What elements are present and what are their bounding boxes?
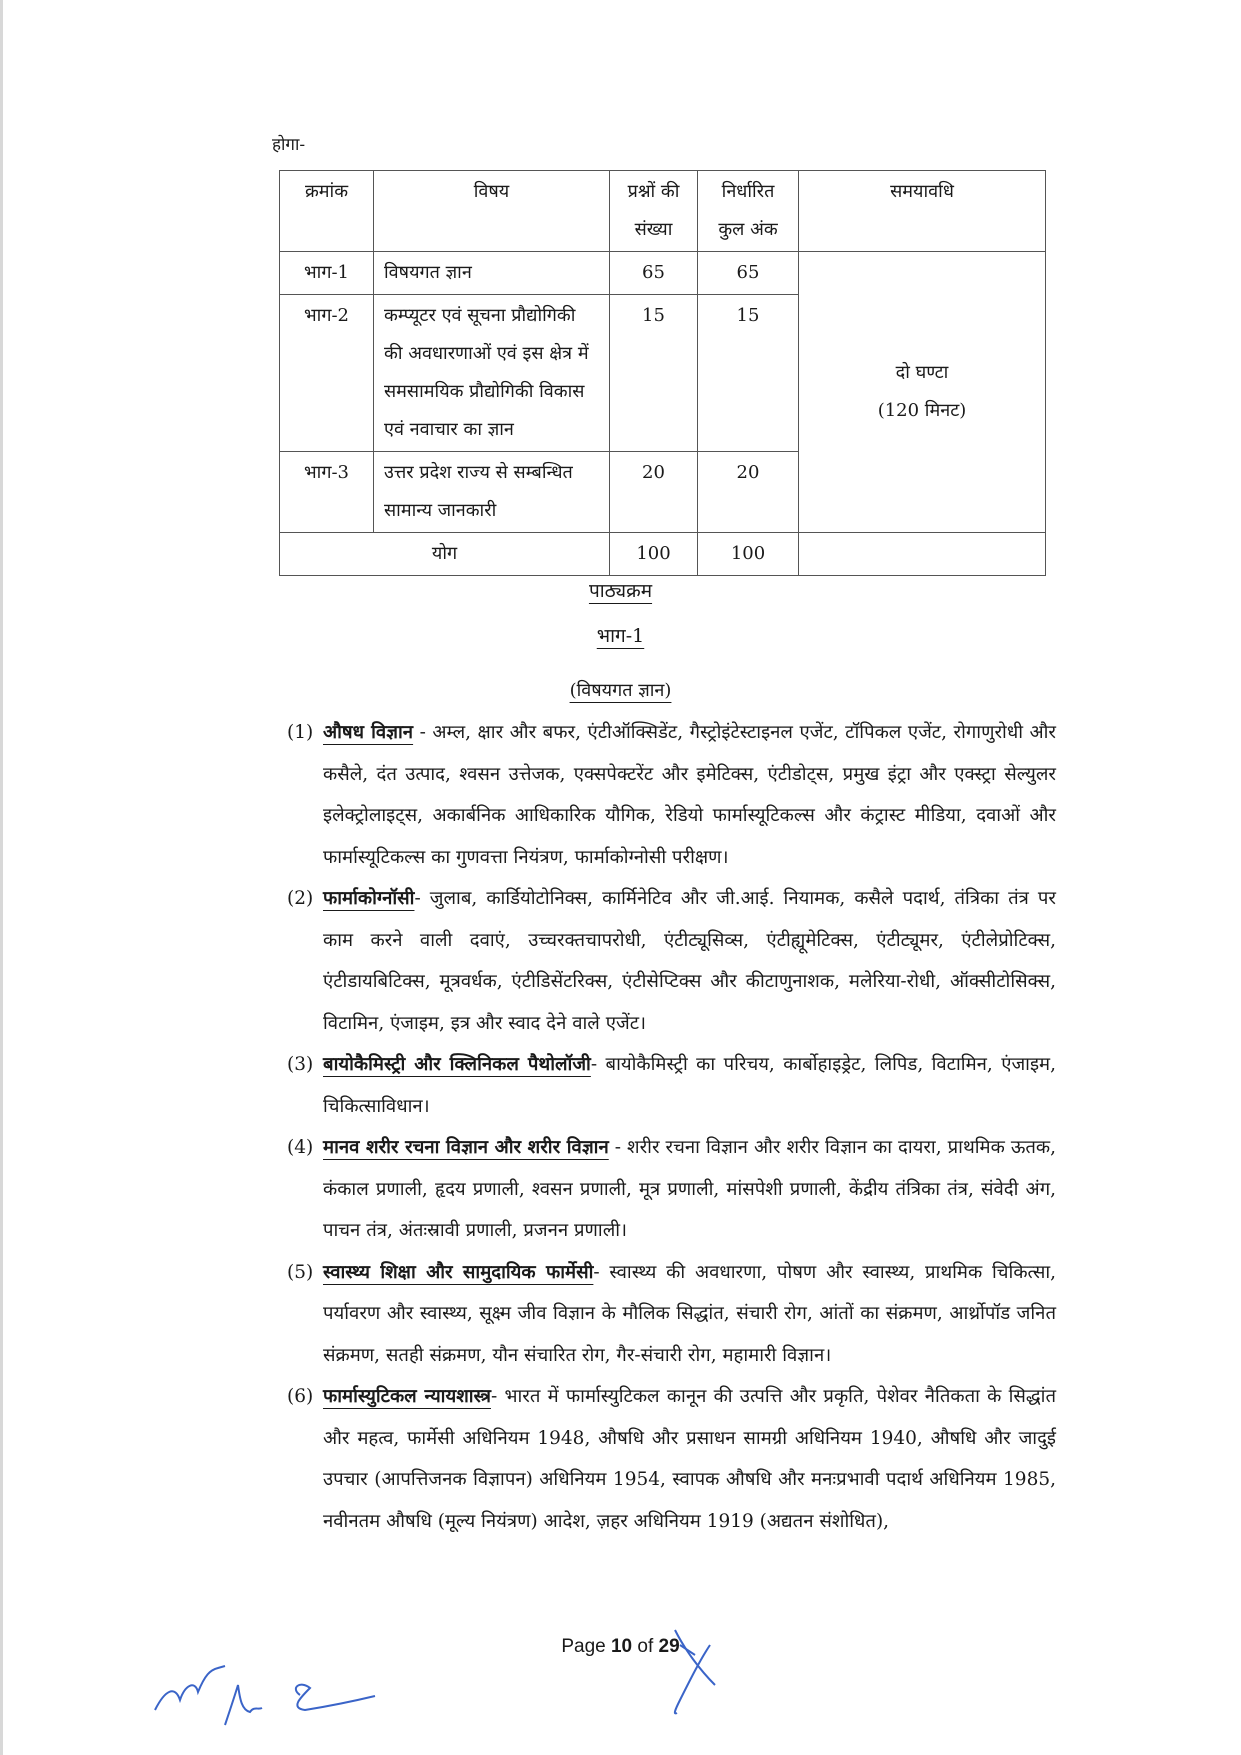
duration-minutes: (120 मिनट) (877, 400, 967, 421)
syllabus-item (287, 878, 1056, 1044)
row-subject: विषयगत ज्ञान (374, 252, 610, 295)
syllabus-item (287, 1376, 1056, 1542)
item-title: बायोकैमिस्ट्री और क्लिनिकल पैथोलॉजी (323, 1054, 591, 1075)
row-marks: 15 (698, 295, 799, 452)
syllabus-list (287, 712, 1057, 1542)
row-questions: 20 (610, 452, 698, 533)
item-number: (4) (287, 1137, 314, 1158)
total-marks: 100 (698, 533, 799, 576)
item-number: (6) (287, 1386, 314, 1407)
intro-text: होगा- (272, 135, 306, 155)
row-part: भाग-3 (280, 452, 374, 533)
row-questions: 65 (610, 252, 698, 295)
header-subject: विषय (374, 171, 610, 252)
signature-icon (655, 1625, 735, 1725)
table-header-row (280, 171, 1046, 252)
item-number: (5) (287, 1261, 314, 1283)
signature-icon (150, 1640, 390, 1730)
page-edge (0, 0, 3, 1755)
row-subject: कम्प्यूटर एवं सूचना प्रौद्योगिकी की अवधारणाओं एवं इस क्षेत्र में समसामयिक प्रौद्योगिकी विकास एवं नवाचार का ज्ञान (374, 295, 610, 452)
row-part: भाग-1 (280, 252, 374, 295)
row-marks: 20 (698, 452, 799, 533)
item-text: - जुलाब, कार्डियोटोनिक्स, कार्मिनेटिव और जी.आई. नियामक, कसैले पदार्थ, तंत्रिका तंत्र पर काम करने वाली दवाएं, उच्चरक्तचापरोधी, एंटीट्यूसिव्स, एंटीह्यूमेटिक्स, एंटीट्यूमर, एंटीलेप्रोटिक्स, एंटीडायबिटिक्स, मूत्रवर्धक, एंटीडिसेंटरिक्स, एंटीसेप्टिक्स और कीटाणुनाशक, मलेरिया-रोधी, ऑक्सीटोसिक्स, विटामिन, एंजाइम, इत्र और स्वाद देने वाले एजेंट। (323, 888, 1056, 1034)
page-number: Page 10 of 29 (561, 1636, 680, 1657)
syllabus-item (287, 1252, 1056, 1377)
item-number: (2) (287, 888, 314, 909)
duration-cell (799, 252, 1046, 533)
syllabus-item (287, 1044, 1056, 1127)
table-row (280, 252, 1046, 295)
syllabus-item (287, 1127, 1057, 1252)
header-serial: क्रमांक (280, 171, 374, 252)
row-part: भाग-2 (280, 295, 374, 452)
total-empty-cell (799, 533, 1046, 576)
row-questions: 15 (610, 295, 698, 452)
item-number: (3) (287, 1054, 314, 1075)
item-text: - शरीर रचना विज्ञान और शरीर विज्ञान का दायरा, प्राथमिक ऊतक, कंकाल प्रणाली, हृदय प्रणाली, श्वसन प्रणाली, मूत्र प्रणाली, मांसपेशी प्रणाली, केंद्रीय तंत्रिका तंत्र, संवेदी अंग, पाचन तंत्र, अंतःस्रावी प्रणाली, प्रजनन प्रणाली। (323, 1137, 1057, 1241)
item-title: स्वास्थ्य शिक्षा और सामुदायिक फार्मेसी (323, 1261, 594, 1283)
header-questions: प्रश्नों की संख्या (610, 171, 698, 252)
item-title: फार्माकोग्नॉसी (323, 888, 415, 909)
item-text: - अम्ल, क्षार और बफर, एंटीऑक्सिडेंट, गैस्ट्रोइंटेस्टाइनल एजेंट, टॉपिकल एजेंट, रोगाणुरोधी और कसैले, दंत उत्पाद, श्वसन उत्तेजक, एक्सपेक्टरेंट और इमेटिक्स, एंटीडोट्स, प्रमुख इंट्रा और एक्स्ट्रा सेल्युलर इलेक्ट्रोलाइट्स, अकार्बनिक आधिकारिक यौगिक, रेडियो फार्मास्यूटिकल्स और कंट्रास्ट मीडिया, दवाओं और फार्मास्यूटिकल्स का गुणवत्ता नियंत्रण, फार्माकोग्नोसी परीक्षण। (323, 722, 1056, 868)
row-marks: 65 (698, 252, 799, 295)
item-text: - भारत में फार्मास्युटिकल कानून की उत्पत्ति और प्रकृति, पेशेवर नैतिकता के सिद्धांत और महत्व, फार्मेसी अधिनियम 1948, औषधि और प्रसाधन सामग्री अधिनियम 1940, औषधि और जादुई उपचार (आपत्तिजनक विज्ञापन) अधिनियम 1954, स्वापक औषधि और मनःप्रभावी पदार्थ अधिनियम 1985, नवीनतम औषधि (मूल्य नियंत्रण) आदेश, ज़हर अधिनियम 1919 (अद्यतन संशोधित), (323, 1386, 1056, 1532)
item-number: (1) (287, 722, 314, 743)
item-title: फार्मास्युटिकल न्यायशास्त्र (323, 1386, 491, 1407)
header-marks: निर्धारित कुल अंक (698, 171, 799, 252)
syllabus-part: भाग-1 (596, 625, 645, 647)
syllabus-item (287, 712, 1056, 878)
syllabus-title: पाठ्यक्रम (588, 580, 653, 602)
duration-hours: दो घण्टा (895, 362, 949, 383)
item-text: - स्वास्थ्य की अवधारणा, पोषण और स्वास्थ्य, प्राथमिक चिकित्सा, पर्यावरण और स्वास्थ्य, सूक्ष्म जीव विज्ञान के मौलिक सिद्धांत, संचारी रोग, आंतों का संक्रमण, आर्थ्रोपॉड जनित संक्रमण, सतही संक्रमण, यौन संचारित रोग, गैर-संचारी रोग, महामारी विज्ञान। (323, 1261, 1056, 1366)
exam-pattern-table (279, 170, 1046, 576)
item-title: मानव शरीर रचना विज्ञान और शरीर विज्ञान (323, 1137, 609, 1158)
total-questions: 100 (610, 533, 698, 576)
table-total-row (280, 533, 1046, 576)
syllabus-subtitle: (विषयगत ज्ञान) (569, 680, 672, 701)
row-subject: उत्तर प्रदेश राज्य से सम्बन्धित सामान्य जानकारी (374, 452, 610, 533)
total-label: योग (280, 533, 610, 576)
header-duration: समयावधि (799, 171, 1046, 252)
item-title: औषध विज्ञान (323, 722, 414, 743)
item-text: - बायोकैमिस्ट्री का परिचय, कार्बोहाइड्रेट, लिपिड, विटामिन, एंजाइम, चिकित्साविधान। (323, 1054, 1056, 1117)
